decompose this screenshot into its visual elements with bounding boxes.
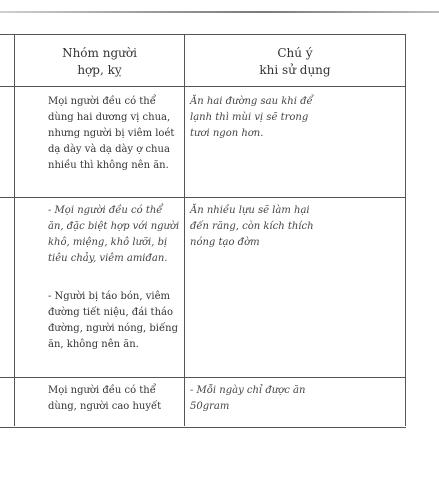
cell-line: ăn, không nên ăn. xyxy=(48,339,139,350)
cell-line: đến răng, còn kích thích xyxy=(190,221,314,232)
cell-line: 50gram xyxy=(190,401,230,412)
column-header-usage xyxy=(185,45,405,79)
cell-line: dùng hai dương vị chua, xyxy=(48,112,171,123)
table-cell-note xyxy=(190,94,400,142)
cell-line: tươi ngon hơn. xyxy=(190,128,264,139)
cell-line: ăn, đặc biệt hợp với người xyxy=(48,221,180,232)
column-header-text: Chú ý xyxy=(277,46,313,60)
table-cell-group xyxy=(48,289,180,353)
table-row-divider xyxy=(0,86,405,87)
cell-line: khô, miệng, khô lưỡi, bị xyxy=(48,237,168,248)
cell-line: tiêu chảy, viêm amiđan. xyxy=(48,253,168,264)
cell-line: nóng tạo đờm xyxy=(190,237,260,248)
table-col-divider xyxy=(405,34,406,426)
cell-line: - Mỗi ngày chỉ được ăn xyxy=(190,385,306,396)
table-cell-note xyxy=(190,383,400,415)
column-header-text: Nhóm người xyxy=(62,46,137,60)
cell-line: đường, người nóng, biếng xyxy=(48,323,178,334)
table-cell-note xyxy=(190,203,400,251)
cell-line: - Mọi người đều có thể xyxy=(48,205,163,216)
cell-line: Ăn nhiều lựu sẽ làm hại xyxy=(190,205,310,216)
column-header-group xyxy=(15,45,184,79)
cell-line: đường tiết niệu, đái tháo xyxy=(48,307,173,318)
cell-line: lạnh thì mùi vị sẽ trong xyxy=(190,112,309,123)
cell-line: nhiều thì không nên ăn. xyxy=(48,160,169,171)
cell-line: dùng, người cao huyết xyxy=(48,401,162,412)
table-row-divider xyxy=(0,377,405,378)
cell-line: dạ dày và dạ dày ợ chua xyxy=(48,144,170,155)
cell-line: - Người bị táo bón, viêm xyxy=(48,291,170,302)
table-col-divider xyxy=(14,34,15,426)
column-header-text: hợp, kỵ xyxy=(77,63,122,77)
cell-line: nhưng người bị viêm loét xyxy=(48,128,175,139)
table-row-divider xyxy=(0,197,405,198)
cell-line: Ăn hai đường sau khi để xyxy=(190,96,313,107)
table-cell-group xyxy=(48,383,180,415)
table-cell-group xyxy=(48,94,180,174)
page-top-rule xyxy=(0,11,439,13)
table-cell-group xyxy=(48,203,180,267)
column-header-text: khi sử dụng xyxy=(259,63,331,77)
cell-line: Mọi người đều có thể xyxy=(48,385,156,396)
table-col-divider xyxy=(184,34,185,426)
cell-line: Mọi người đều có thể xyxy=(48,96,156,107)
